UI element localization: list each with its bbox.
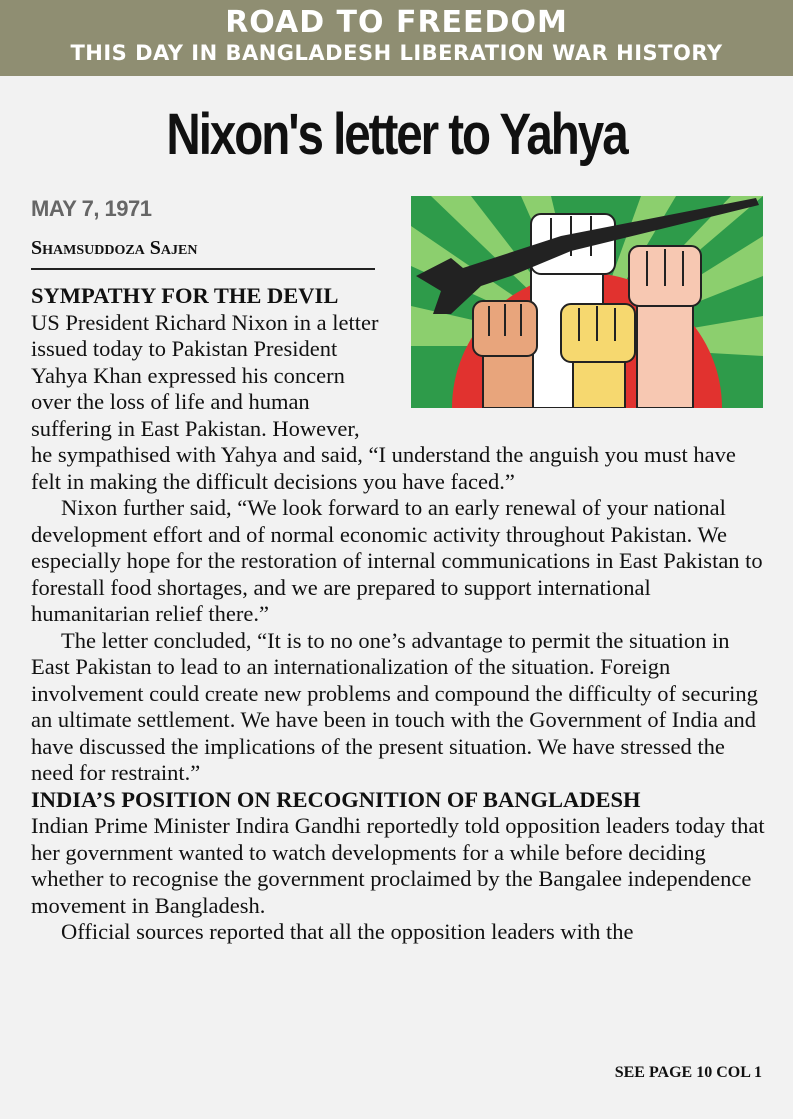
article-date: MAY 7, 1971: [31, 196, 152, 221]
article-paragraph: Nixon further said, “We look forward to an early renewal of your national development effort and of normal economic activity throughout Pakistan. We especially hope for the restoration of internal communications in East Pakistan to forestall food shortages, and we are prepared to support international humanitarian relief there.”: [31, 495, 763, 626]
byline-divider: [31, 268, 375, 270]
banner-title: ROAD TO FREEDOM: [225, 5, 568, 40]
article-paragraph: Official sources reported that all the opposition leaders with the: [61, 919, 634, 944]
article-paragraph: Indian Prime Minister Indira Gandhi reportedly told opposition leaders today that her government wanted to watch developments for a while before deciding whether to recognise the government proclaimed by the Bangalee independence movement in Bangladesh.: [31, 813, 765, 918]
headline: Nixon's letter to Yahya: [166, 102, 627, 167]
article-paragraph: The letter concluded, “It is to no one’s advantage to permit the situation in East Pakistan to lead to an internationalization of the situation. Foreign involvement could create new problems and compound the difficulty of securing an ultimate settlement. We have been in touch with the Government of India and have discussed the implications of the present situation. We have stressed the need for restraint.”: [31, 627, 758, 785]
section-heading: INDIA’S POSITION ON RECOGNITION OF BANGLADESH: [31, 786, 641, 812]
illustration-spacer: [382, 283, 766, 438]
continued-reference: SEE PAGE 10 COL 1: [614, 1064, 762, 1081]
article-body: [31, 283, 766, 946]
section-banner: [0, 0, 793, 76]
section-heading: SYMPATHY FOR THE DEVIL: [31, 283, 339, 308]
banner-subtitle: THIS DAY IN BANGLADESH LIBERATION WAR HISTORY: [70, 41, 723, 65]
article-paragraph: US President Richard Nixon in a letter issued today to Pakistan President Yahya Khan expressed his concern over the loss of life and human suffering in East Pakistan. However, he sympathised with Yahya and said, “I understand the anguish you must have felt in making the difficult decisions you have faced.”: [31, 309, 736, 494]
byline: Shamsuddoza Sajen: [31, 237, 198, 259]
